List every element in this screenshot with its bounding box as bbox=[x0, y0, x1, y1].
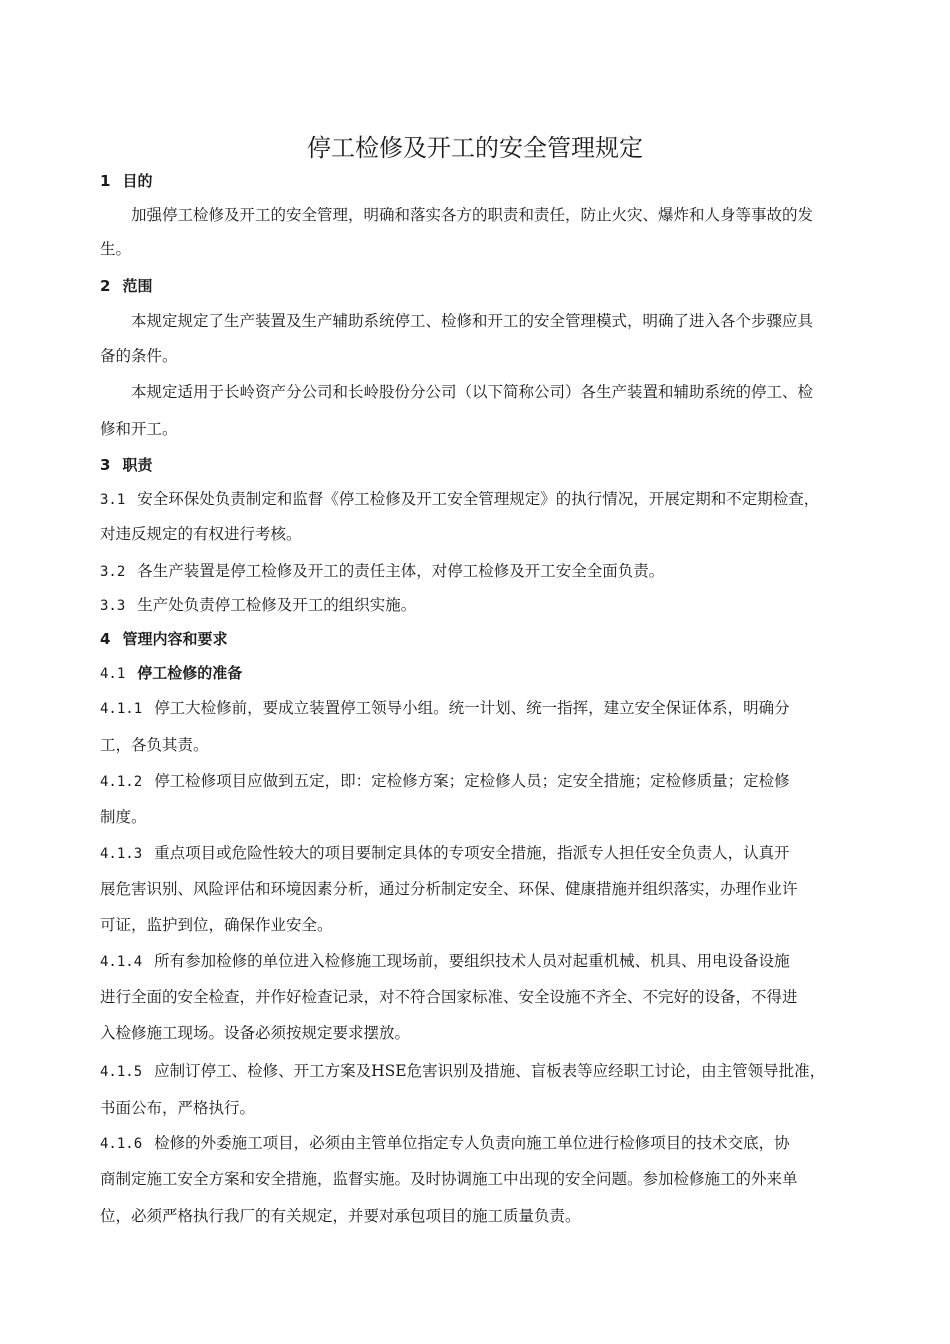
paragraph-line: 本规定适用于长岭资产分公司和长岭股份分公司（以下简称公司）各生产装置和辅助系统的停工、检 bbox=[131, 383, 814, 401]
clause-number: 4.1.4 bbox=[100, 954, 143, 970]
clause-number: 3.1 bbox=[100, 492, 126, 508]
section-number: 1 bbox=[100, 172, 111, 190]
section-number: 4.1 bbox=[100, 666, 126, 682]
clause-text: 安全环保处负责制定和监督《停工检修及开工安全管理规定》的执行情况，开展定期和不定期检查， bbox=[137, 490, 820, 508]
paragraph-line: 对违反规定的有权进行考核。 bbox=[100, 525, 302, 543]
clause-number: 3.3 bbox=[100, 598, 126, 614]
section-number: 4 bbox=[100, 630, 111, 648]
paragraph-line: 进行全面的安全检查，并作好检查记录，对不符合国家标准、安全设施不齐全、不完好的设备，不得进 bbox=[100, 988, 798, 1006]
clause-number: 4.1.6 bbox=[100, 1136, 143, 1152]
clause-text: 停工大检修前，要成立装置停工领导小组。统一计划、统一指挥，建立安全保证体系，明确分 bbox=[154, 699, 790, 717]
clause-text: 各生产装置是停工检修及开工的责任主体，对停工检修及开工安全全面负责。 bbox=[137, 562, 665, 580]
paragraph-line: 入检修施工现场。设备必须按规定要求摆放。 bbox=[100, 1024, 411, 1042]
paragraph-line: 商制定施工安全方案和安全措施，监督实施。及时协调施工中出现的安全问题。参加检修施工的外来单 bbox=[100, 1170, 798, 1188]
paragraph-line: 生。 bbox=[100, 240, 132, 258]
clause-3-2 bbox=[100, 560, 664, 583]
clause-number: 4.1.5 bbox=[100, 1064, 143, 1080]
section-heading-2 bbox=[100, 275, 152, 297]
clause-3-3 bbox=[100, 594, 416, 617]
paragraph-line: 制度。 bbox=[100, 808, 147, 826]
paragraph-line: 修和开工。 bbox=[100, 420, 178, 438]
clause-number: 4.1.1 bbox=[100, 701, 143, 717]
clause-text: 停工检修项目应做到五定，即：定检修方案；定检修人员；定安全措施；定检修质量；定检修 bbox=[154, 772, 790, 790]
document-title: 停工检修及开工的安全管理规定 bbox=[307, 134, 643, 162]
clause-number: 3.2 bbox=[100, 564, 126, 580]
section-number: 3 bbox=[100, 456, 111, 474]
subsection-heading-4-1 bbox=[100, 662, 242, 685]
clause-4-1-4 bbox=[100, 950, 790, 973]
paragraph-line: 展危害识别、风险评估和环境因素分析，通过分析制定安全、环保、健康措施并组织落实，办理作业许 bbox=[100, 880, 798, 898]
paragraph-line: 本规定规定了生产装置及生产辅助系统停工、检修和开工的安全管理模式，明确了进入各个步骤应具 bbox=[131, 312, 814, 330]
section-title: 目的 bbox=[122, 172, 153, 190]
section-title: 职责 bbox=[122, 456, 153, 474]
paragraph-line: 加强停工检修及开工的安全管理，明确和落实各方的职责和责任，防止火灾、爆炸和人身等事故的发 bbox=[131, 206, 814, 224]
clause-4-1-6 bbox=[100, 1132, 790, 1155]
clause-4-1-3 bbox=[100, 842, 790, 865]
clause-number: 4.1.2 bbox=[100, 774, 143, 790]
clause-text: 检修的外委施工项目，必须由主管单位指定专人负责向施工单位进行检修项目的技术交底，协 bbox=[154, 1134, 790, 1152]
section-title: 范围 bbox=[122, 277, 153, 295]
clause-text: 重点项目或危险性较大的项目要制定具体的专项安全措施，指派专人担任安全负责人，认真开 bbox=[154, 844, 790, 862]
paragraph-line: 书面公布，严格执行。 bbox=[100, 1099, 256, 1117]
section-title: 停工检修的准备 bbox=[137, 664, 243, 682]
clause-4-1-5 bbox=[100, 1060, 825, 1083]
clause-3-1 bbox=[100, 488, 819, 511]
clause-text: 生产处负责停工检修及开工的组织实施。 bbox=[137, 596, 417, 614]
section-heading-4 bbox=[100, 628, 227, 650]
clause-text: 应制订停工、检修、开工方案及HSE危害识别及措施、盲板表等应经职工讨论，由主管领导批准， bbox=[154, 1062, 826, 1080]
paragraph-line: 备的条件。 bbox=[100, 347, 178, 365]
clause-4-1-2 bbox=[100, 770, 790, 793]
clause-4-1-1 bbox=[100, 697, 790, 720]
section-heading-1 bbox=[100, 170, 152, 192]
paragraph-line: 可证，监护到位，确保作业安全。 bbox=[100, 916, 333, 934]
clause-text: 所有参加检修的单位进入检修施工现场前，要组织技术人员对起重机械、机具、用电设备设施 bbox=[154, 952, 790, 970]
section-heading-3 bbox=[100, 454, 152, 476]
section-number: 2 bbox=[100, 277, 111, 295]
paragraph-line: 位，必须严格执行我厂的有关规定，并要对承包项目的施工质量负责。 bbox=[100, 1207, 581, 1225]
clause-number: 4.1.3 bbox=[100, 846, 143, 862]
section-title: 管理内容和要求 bbox=[122, 630, 228, 648]
paragraph-line: 工，各负其责。 bbox=[100, 736, 209, 754]
